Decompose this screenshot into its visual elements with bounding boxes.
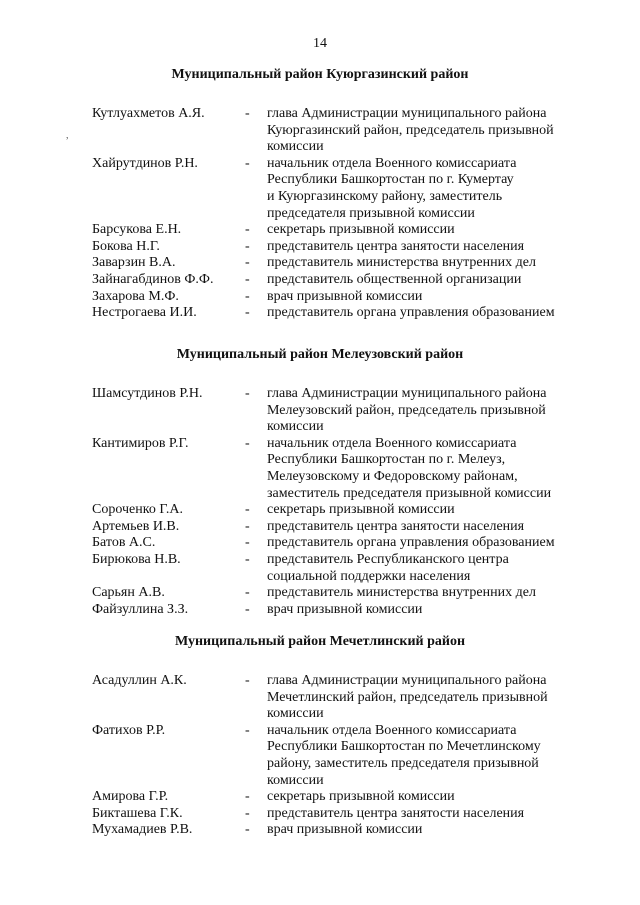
member-row: [0, 255, 640, 272]
member-name: Батов А.С.: [92, 535, 156, 551]
member-row: [0, 806, 640, 823]
member-role: [267, 239, 597, 256]
separator-dash: -: [245, 518, 250, 534]
role-line: начальник отдела Военного комиссариата: [267, 435, 517, 451]
role-line: представитель министерства внутренних дел: [267, 585, 536, 601]
separator-dash: -: [245, 305, 250, 321]
member-row: [0, 535, 640, 552]
separator-dash: -: [245, 585, 250, 601]
member-name: Захарова М.Ф.: [92, 288, 179, 304]
member-row: [0, 585, 640, 602]
separator-dash: -: [245, 435, 250, 451]
member-role: [267, 552, 597, 585]
role-line: председателя призывной комиссии: [267, 205, 475, 221]
member-list: [0, 106, 640, 322]
member-name: Бирюкова Н.В.: [92, 551, 181, 567]
role-line: глава Администрации муниципального района: [267, 386, 547, 401]
member-role: [267, 106, 597, 156]
member-role: [267, 789, 597, 806]
role-line: представитель общественной организации: [267, 271, 522, 287]
member-role: [267, 602, 597, 619]
member-name: Амирова Г.Р.: [92, 789, 169, 805]
role-line: представитель центра занятости населения: [267, 238, 525, 254]
member-role: [267, 386, 597, 436]
member-name: Файзуллина З.З.: [92, 601, 189, 617]
role-line: Мелеузовский район, председатель призывной: [267, 402, 546, 418]
separator-dash: -: [245, 288, 250, 304]
member-row: [0, 106, 640, 156]
member-role: [267, 502, 597, 519]
separator-dash: -: [245, 255, 250, 271]
member-role: [267, 289, 597, 306]
member-role: [267, 255, 597, 272]
separator-dash: -: [245, 822, 250, 838]
member-row: [0, 436, 640, 502]
role-line: врач призывной комиссии: [267, 822, 423, 838]
separator-dash: -: [245, 386, 250, 401]
role-line: врач призывной комиссии: [267, 288, 423, 304]
member-row: [0, 222, 640, 239]
role-line: глава Администрации муниципального района: [267, 106, 547, 121]
member-name: Нестрогаева И.И.: [92, 305, 197, 321]
member-name: Артемьев И.В.: [92, 518, 180, 534]
member-name: Шамсутдинов Р.Н.: [92, 386, 203, 401]
role-line: Куюргазинский район, председатель призывной: [267, 122, 554, 138]
member-row: [0, 272, 640, 289]
section-title: Муниципальный район Мелеузовский район: [176, 347, 464, 362]
member-role: [267, 806, 597, 823]
member-role: [267, 822, 597, 839]
role-line: комиссии: [267, 139, 324, 155]
separator-dash: -: [245, 673, 250, 688]
member-name: Заварзин В.А.: [92, 255, 176, 271]
role-line: представитель центра занятости населения: [267, 805, 525, 821]
member-row: [0, 386, 640, 436]
member-name: Фатихов Р.Р.: [92, 722, 166, 738]
role-line: представитель органа управления образованием: [267, 535, 555, 551]
member-name: Зайнагабдинов Ф.Ф.: [92, 271, 214, 287]
separator-dash: -: [245, 722, 250, 738]
member-row: [0, 519, 640, 536]
margin-mark: ,: [66, 130, 69, 141]
member-role: [267, 272, 597, 289]
member-role: [267, 723, 597, 789]
role-line: комиссии: [267, 706, 324, 722]
member-name: Кантимиров Р.Г.: [92, 435, 189, 451]
member-role: [267, 222, 597, 239]
role-line: и Куюргазинскому району, заместитель: [267, 188, 503, 204]
member-role: [267, 305, 597, 322]
role-line: начальник отдела Военного комиссариата: [267, 155, 517, 171]
role-line: представитель министерства внутренних дел: [267, 255, 536, 271]
member-name: Бокова Н.Г.: [92, 238, 160, 254]
page-number: 14: [313, 36, 327, 51]
member-name: Сарьян А.В.: [92, 585, 165, 601]
role-line: начальник отдела Военного комиссариата: [267, 722, 517, 738]
separator-dash: -: [245, 601, 250, 617]
section-kuyurgazinsky: [0, 66, 640, 322]
section-mechetlinsky: [0, 633, 640, 839]
separator-dash: -: [245, 271, 250, 287]
section-meleuzovsky: [0, 346, 640, 618]
member-row: [0, 552, 640, 585]
role-line: Мелеузовскому и Федоровскому районам,: [267, 468, 518, 484]
role-line: комиссии: [267, 419, 324, 435]
role-line: району, заместитель председателя призывной: [267, 755, 539, 771]
member-name: Мухамадиев Р.В.: [92, 822, 193, 838]
member-row: [0, 789, 640, 806]
member-role: [267, 585, 597, 602]
separator-dash: -: [245, 502, 250, 518]
member-row: [0, 723, 640, 789]
member-row: [0, 305, 640, 322]
member-row: [0, 602, 640, 619]
role-line: глава Администрации муниципального района: [267, 673, 547, 688]
member-role: [267, 673, 597, 723]
member-role: [267, 436, 597, 502]
separator-dash: -: [245, 789, 250, 805]
separator-dash: -: [245, 155, 250, 171]
member-role: [267, 156, 597, 222]
role-line: социальной поддержки населения: [267, 568, 471, 584]
role-line: секретарь призывной комиссии: [267, 789, 455, 805]
separator-dash: -: [245, 106, 250, 121]
role-line: Мечетлинский район, председатель призывной: [267, 689, 548, 705]
role-line: представитель органа управления образованием: [267, 305, 555, 321]
member-name: Барсукова Е.Н.: [92, 222, 182, 238]
member-row: [0, 156, 640, 222]
separator-dash: -: [245, 551, 250, 567]
member-list: [0, 386, 640, 618]
separator-dash: -: [245, 238, 250, 254]
member-name: Бикташева Г.К.: [92, 805, 183, 821]
member-row: [0, 502, 640, 519]
member-role: [267, 519, 597, 536]
separator-dash: -: [245, 805, 250, 821]
member-name: Асадуллин А.К.: [92, 673, 187, 688]
role-line: комиссии: [267, 772, 324, 788]
member-role: [267, 535, 597, 552]
separator-dash: -: [245, 222, 250, 238]
member-row: [0, 239, 640, 256]
role-line: Республики Башкортостан по Мечетлинскому: [267, 739, 541, 755]
member-row: [0, 673, 640, 723]
member-list: [0, 673, 640, 839]
role-line: врач призывной комиссии: [267, 601, 423, 617]
role-line: заместитель председателя призывной комиссии: [267, 485, 552, 501]
section-title: Муниципальный район Куюргазинский район: [171, 67, 469, 82]
member-name: Сороченко Г.А.: [92, 502, 183, 518]
role-line: Республики Башкортостан по г. Мелеуз,: [267, 452, 506, 468]
member-name: Хайрутдинов Р.Н.: [92, 155, 198, 171]
member-name: Кутлуахметов А.Я.: [92, 106, 205, 121]
role-line: секретарь призывной комиссии: [267, 222, 455, 238]
role-line: секретарь призывной комиссии: [267, 502, 455, 518]
role-line: Республики Башкортостан по г. Кумертау: [267, 172, 514, 188]
section-title: Муниципальный район Мечетлинский район: [174, 634, 466, 649]
member-row: [0, 289, 640, 306]
member-row: [0, 822, 640, 839]
role-line: представитель Республиканского центра: [267, 551, 509, 567]
separator-dash: -: [245, 535, 250, 551]
role-line: представитель центра занятости населения: [267, 518, 525, 534]
